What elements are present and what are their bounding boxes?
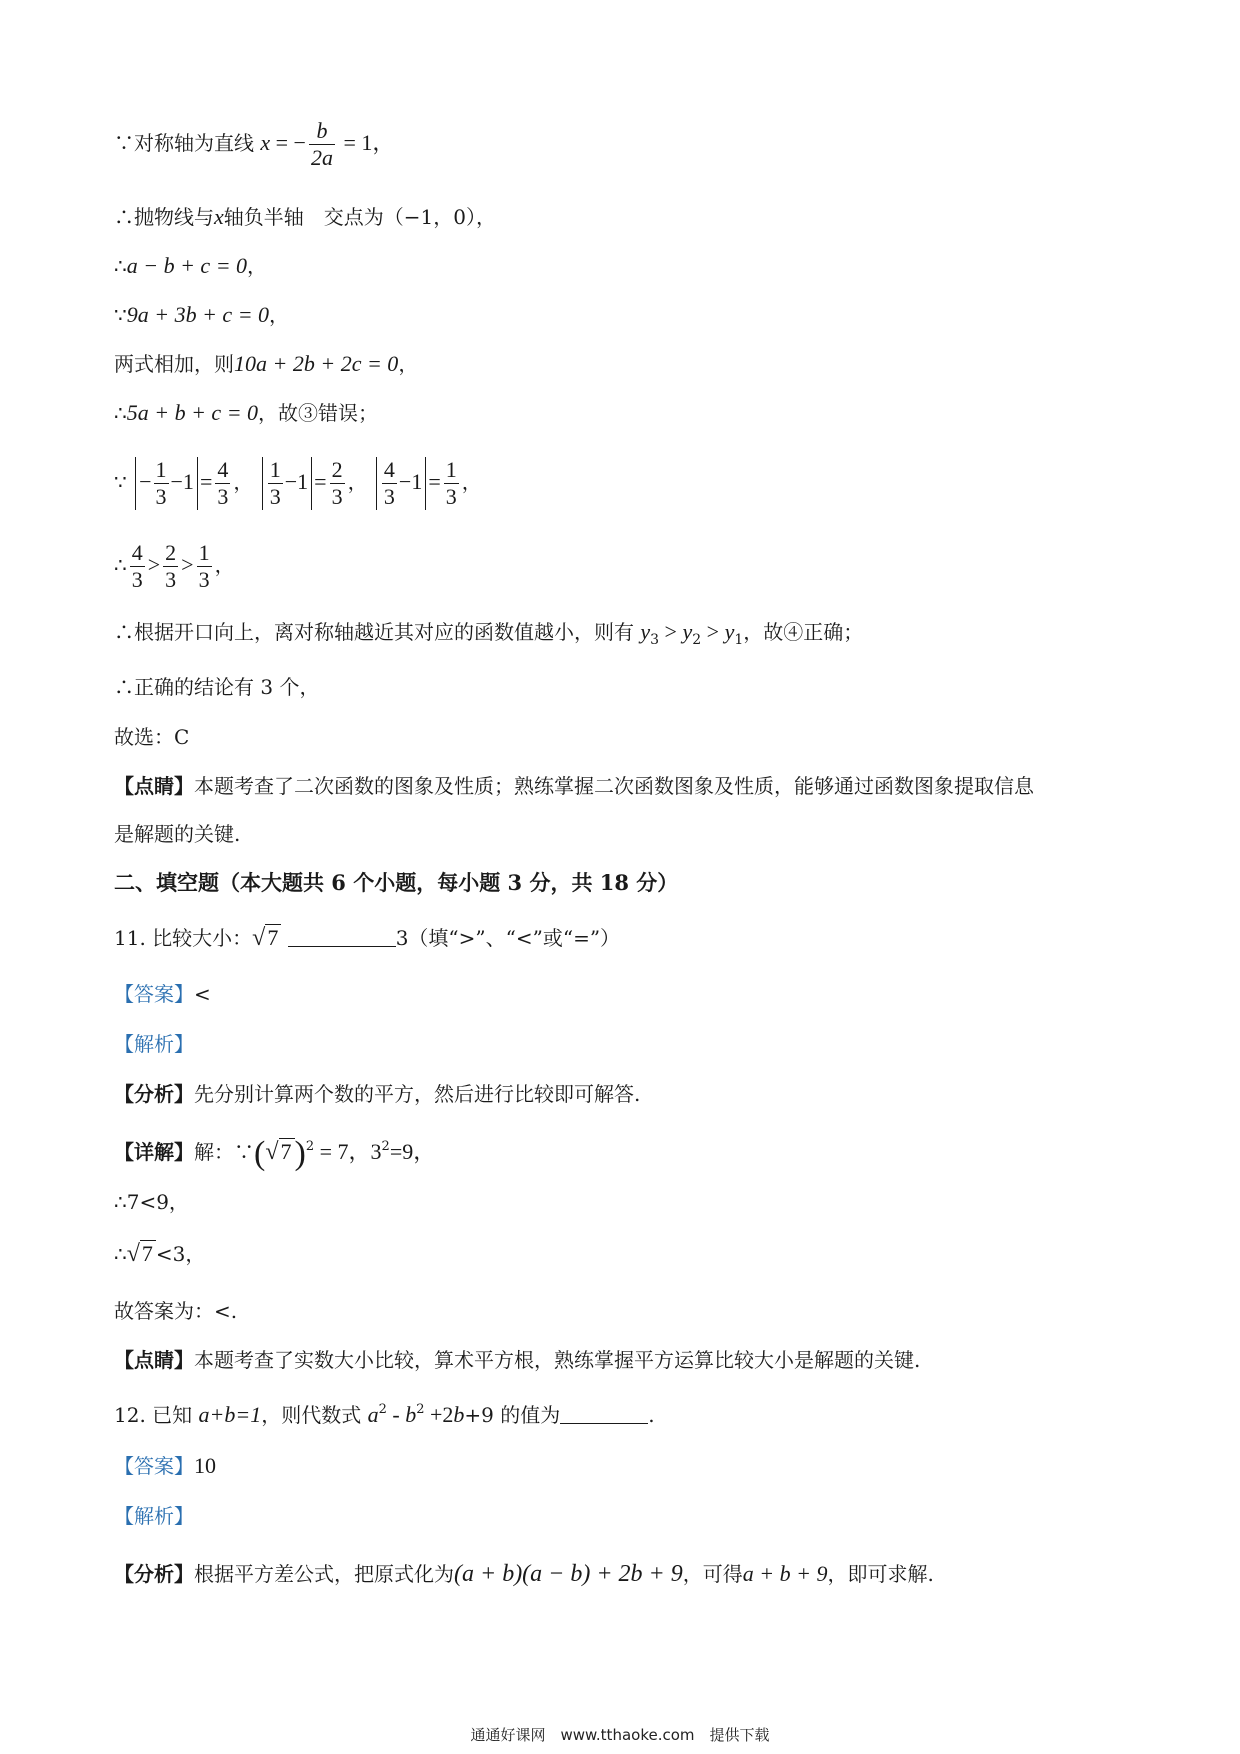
line-9a-3b-c: ∵9a + 3b + c = 0， (114, 302, 290, 327)
answer-blank-12[interactable] (560, 1403, 648, 1424)
line-7-lt-9: ∴7<9， (114, 1190, 189, 1214)
question-12: 12. 已知 a+b=1，则代数式 $a^2 - b^2 +2b+9$ 的值为 . (114, 1402, 655, 1427)
analysis-label-11: 【解析】 (114, 1032, 194, 1056)
line-sqrt7-lt-3: ∴√7 <3， (114, 1241, 206, 1267)
line-5a-b-c: ∴5a + b + c = 0，故③错误； (114, 400, 379, 425)
fraction-b-over-2a: $\frac{b}{2a}$ (310, 118, 333, 170)
section-heading: 二、填空题（本大题共 6 个小题，每小题 3 分，共 18 分） (114, 870, 679, 895)
line-choice: 故选：C (114, 725, 190, 749)
line-fraction-compare: ∴ $\frac{4}{3}$ > $\frac{2}{3}$ > $\frac{1}{3}$ ， (114, 540, 235, 592)
question-11: 11. 比较大小：√7 3（填“>”、“<”或“=”） (114, 925, 621, 951)
line-correct-count: ∴正确的结论有 3 个， (114, 675, 320, 699)
abs-expression-2: $\frac{1}{3}$ −1 (262, 457, 312, 510)
abs-expression-1: − $\frac{1}{3}$ −1 (135, 457, 198, 510)
analysis-12: 【分析】根据平方差公式，把原式化为(a + b)(a − b) + 2b + 9，可得a + b + 9，即可求解. (114, 1561, 934, 1587)
line-a-minus-b-plus-c: ∴a − b + c = 0， (114, 253, 268, 278)
line-absolute-values: ∵ − $\frac{1}{3}$ −1 = $\frac{4}{3}$ ， $\frac{1}{3}$ −1 = $\frac{2}{3}$ ， $\frac{4}{3}$ −1 = $\frac{1}{3}$ ， (114, 457, 482, 509)
line-symmetry-axis: ∵对称轴为直线 x = − $\frac{b}{2a}$ = 1， (114, 118, 395, 170)
abs-expression-3: $\frac{4}{3}$ −1 (376, 457, 426, 510)
line-sum-equations: 两式相加，则10a + 2b + 2c = 0， (114, 351, 419, 376)
answer-11: 【答案】< (114, 982, 211, 1006)
page-footer: 通通好课网 www.tthaoke.com 提供下载 (470, 1726, 770, 1744)
line-final-answer-11: 故答案为：<. (114, 1299, 238, 1323)
answer-blank-11[interactable] (288, 926, 396, 947)
line-comment-1: 【点睛】本题考查了二次函数的图象及性质；熟练掌握二次函数图象及性质，能够通过函数图象提取信息 (114, 774, 1034, 798)
line-intersection: ∴抛物线与x轴负半轴 交点为（−1，0）， (114, 204, 496, 229)
line-comment-2: 是解题的关键. (114, 822, 241, 846)
comment-11: 【点睛】本题考查了实数大小比较，算术平方根，熟练掌握平方运算比较大小是解题的关键. (114, 1348, 921, 1372)
line-conclusion-4: ∴根据开口向上，离对称轴越近其对应的函数值越小，则有 $y_3 > y_2 > y_1$，故④正确； (114, 619, 864, 648)
analysis-11: 【分析】先分别计算两个数的平方，然后进行比较即可解答. (114, 1082, 641, 1106)
sqrt-7: √7 (252, 924, 281, 952)
analysis-label-12: 【解析】 (114, 1504, 194, 1528)
detail-11: 【详解】解：$\because(√7)^2 = 7$，$3^2=9$， (114, 1135, 436, 1172)
answer-12: 【答案】10 (114, 1453, 216, 1478)
